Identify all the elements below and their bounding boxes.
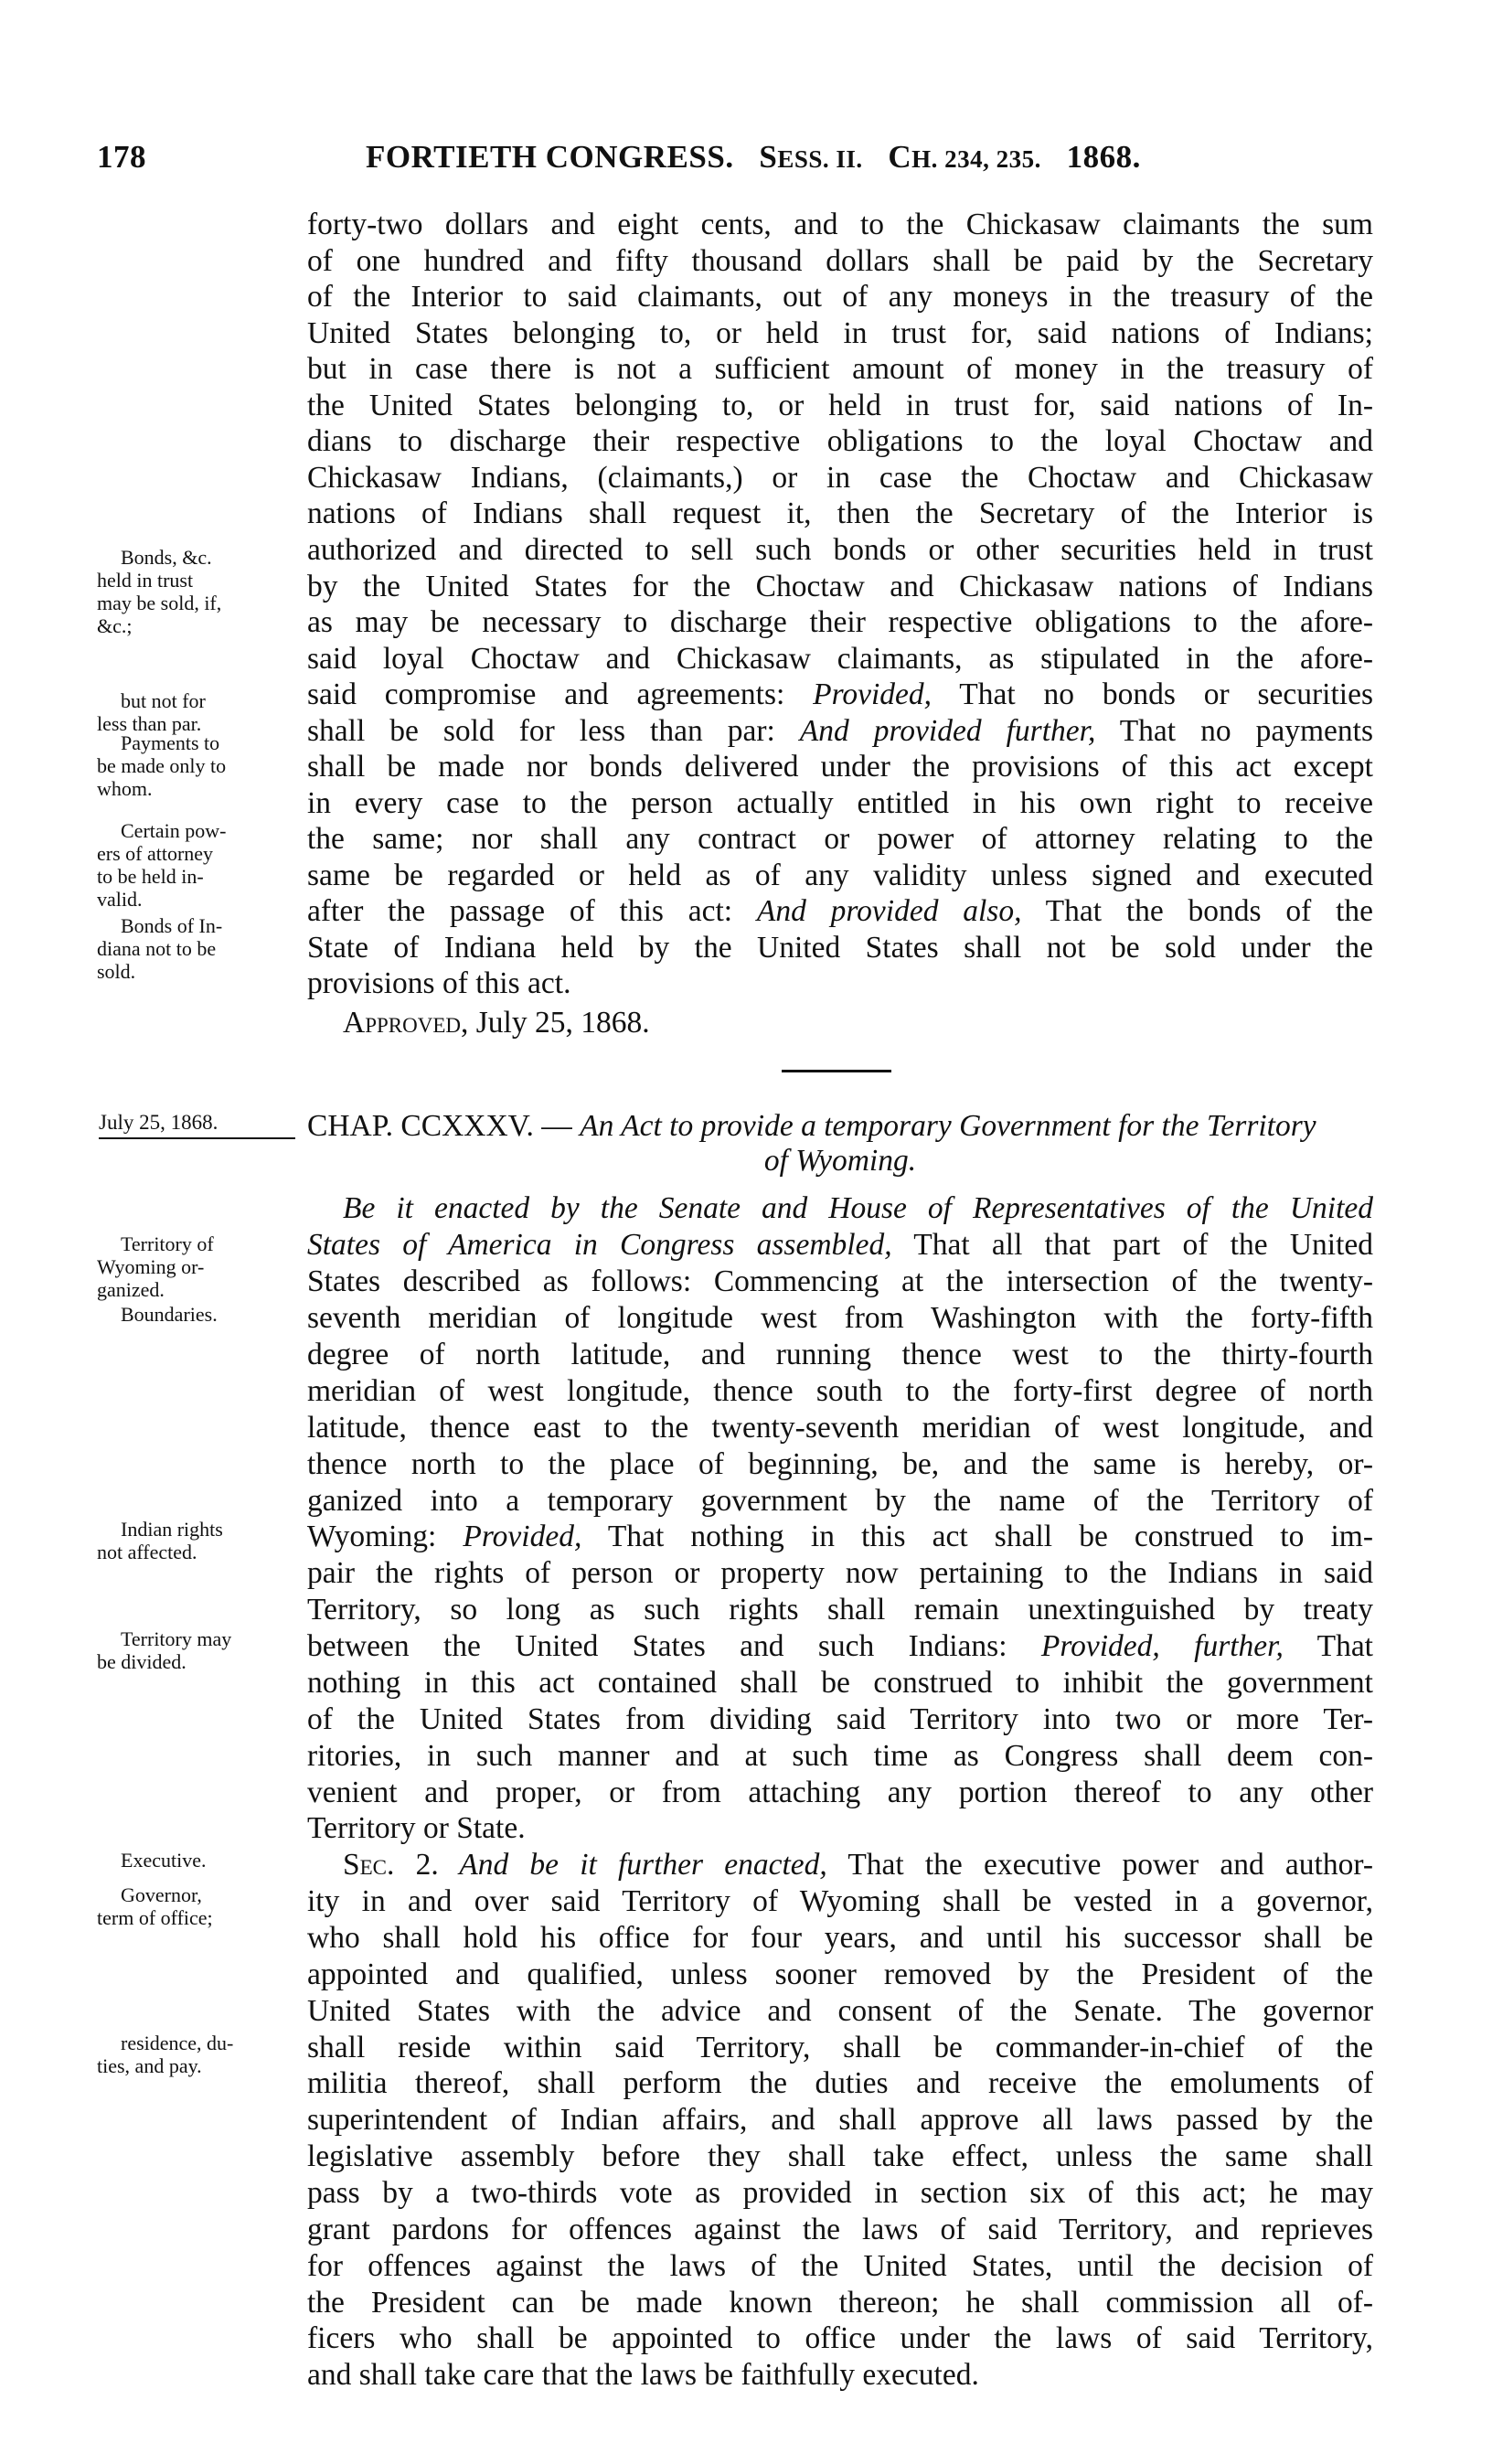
text-run: That the bonds of the	[1021, 894, 1373, 928]
margin-note-payments	[97, 731, 300, 800]
body-line: nations of Indians shall request it, then the Secretary of the Interior is	[307, 496, 1373, 530]
note-line: held in trust	[97, 569, 194, 592]
text-run: between the United States and such Indians:	[307, 1629, 1041, 1663]
body-line: as may be necessary to discharge their respective obligations to the afore-	[307, 605, 1373, 639]
text-run: That no bonds or securities	[932, 677, 1373, 711]
note-line: Payments to	[121, 731, 220, 754]
body-line: meridian of west longitude, thence south to the forty-first degree of north	[307, 1374, 1373, 1408]
text-run: Wyoming:	[307, 1520, 464, 1553]
proviso-italic: Provided, further,	[1040, 1629, 1284, 1663]
note-line: ers of attorney	[97, 842, 214, 865]
body-line: venient and proper, or from attaching any portion thereof to any other	[307, 1776, 1373, 1809]
body-line: ficers who shall be appointed to office under the laws of said Territory,	[307, 2321, 1373, 2355]
margin-note-residence-duties-pay	[97, 2032, 300, 2077]
body-line	[307, 1227, 1373, 1264]
enacting-italic: And be it further enacted,	[438, 1848, 827, 1882]
body-line: States described as follows: Commencing at the intersection of the twenty-	[307, 1264, 1373, 1298]
running-header	[366, 139, 1141, 176]
margin-note-territory-organized	[97, 1232, 300, 1301]
text-run: That all that part of the United	[891, 1228, 1373, 1262]
margin-note-indian-rights	[97, 1518, 300, 1563]
margin-note-boundaries	[97, 1303, 300, 1326]
body-line: of the United States from dividing said Territory into two or more Ter-	[307, 1702, 1373, 1736]
note-line: ties, and pay.	[97, 2054, 202, 2077]
act-title-line-2: of Wyoming.	[763, 1144, 917, 1178]
note-line: sold.	[97, 960, 136, 983]
chapter-separator-rule	[782, 1070, 891, 1072]
body-line: ritories, in such manner and at such time as Congress shall deem con-	[307, 1739, 1373, 1773]
note-line: less than par.	[97, 712, 202, 735]
text-run: That nothing in this act shall be construed to im-	[581, 1520, 1374, 1553]
note-line: ganized.	[97, 1278, 165, 1301]
header-year: 1868.	[1066, 139, 1141, 175]
page-number: 178	[97, 139, 146, 175]
approved-date: July 25, 1868.	[475, 1006, 650, 1040]
body-line	[307, 893, 1373, 930]
body-line	[307, 1519, 1373, 1555]
header-chapter	[888, 139, 1041, 175]
text-run: That the executive power and author-	[826, 1848, 1373, 1882]
note-line: term of office;	[97, 1906, 213, 1929]
body-line: for offences against the laws of the United States, until the decision of	[307, 2249, 1373, 2283]
header-session	[759, 139, 862, 175]
body-line: of one hundred and fifty thousand dollars shall be paid by the Secretary	[307, 244, 1373, 278]
margin-note-indiana-bonds	[97, 914, 300, 983]
text-run: That	[1283, 1629, 1373, 1663]
body-line: authorized and directed to sell such bonds or other securities held in trust	[307, 533, 1373, 567]
enacting-clause	[343, 1190, 1373, 1227]
proviso-italic: Provided,	[463, 1520, 582, 1553]
body-line: ganized into a temporary government by the name of the Territory of	[307, 1484, 1373, 1518]
act-title: An Act to provide a temporary Government for the Territory	[580, 1109, 1316, 1143]
body-line: the same; nor shall any contract or power of attorney relating to the	[307, 822, 1373, 856]
note-line: be made only to	[97, 754, 227, 777]
session-rest: ESS. II.	[777, 145, 863, 173]
proviso-italic: Provided,	[813, 677, 932, 711]
session-prefix: S	[759, 139, 778, 175]
body-line: latitude, thence east to the twenty-seventh meridian of west longitude, and	[307, 1411, 1373, 1445]
body-line: pass by a two-thirds vote as provided in section six of this act; he may	[307, 2176, 1373, 2210]
body-line	[307, 713, 1373, 750]
chapter-number: CHAP. CCXXXV.	[307, 1109, 534, 1143]
note-line: Bonds, &c.	[121, 546, 212, 569]
chapter-prefix: C	[888, 139, 912, 175]
proviso-italic: And provided further,	[799, 714, 1096, 748]
body-line: United States with the advice and consent of the Senate. The governor	[307, 1994, 1373, 2028]
body-line: forty-two dollars and eight cents, and to the Chickasaw claimants the sum	[307, 208, 1373, 241]
note-line: but not for	[121, 689, 206, 712]
body-line: in every case to the person actually entitled in his own right to receive	[307, 786, 1373, 820]
body-line: ity in and over said Territory of Wyoming shall be vested in a governor,	[307, 1884, 1373, 1918]
chapter-heading	[307, 1108, 1373, 1145]
chapter-rest: H. 234, 235.	[911, 145, 1041, 173]
approved-label: Approved,	[343, 1006, 469, 1040]
body-line: United States belonging to, or held in trust for, said nations of Indians;	[307, 316, 1373, 350]
body-line: by the United States for the Choctaw and Chickasaw nations of Indians	[307, 570, 1373, 603]
note-line: Territory may	[121, 1627, 232, 1650]
body-line: thence north to the place of beginning, be, and the same is hereby, or-	[307, 1447, 1373, 1481]
body-line	[307, 677, 1373, 713]
note-line: Governor,	[121, 1883, 202, 1906]
note-line: to be held in-	[97, 865, 204, 888]
margin-note-governor-term	[97, 1883, 300, 1929]
body-line: of the Interior to said claimants, out of any moneys in the treasury of the	[307, 280, 1373, 314]
body-line: legislative assembly before they shall take effect, unless the same shall	[307, 2139, 1373, 2173]
margin-note-powers-of-attorney	[97, 819, 300, 911]
body-line: pair the rights of person or property now pertaining to the Indians in said	[307, 1556, 1373, 1590]
note-line: be divided.	[97, 1650, 186, 1673]
body-line: dians to discharge their respective obligations to the loyal Choctaw and	[307, 424, 1373, 458]
note-line: Executive.	[121, 1849, 207, 1872]
note-line: valid.	[97, 888, 143, 911]
note-line: Boundaries.	[121, 1303, 218, 1326]
body-line: Territory, so long as such rights shall remain unextinguished by treaty	[307, 1593, 1373, 1627]
margin-note-not-less-than-par	[97, 689, 300, 735]
body-line: degree of north latitude, and running thence west to the thirty-fourth	[307, 1338, 1373, 1371]
note-line: diana not to be	[97, 937, 217, 960]
note-line: may be sold, if,	[97, 592, 222, 614]
body-line: superintendent of Indian affairs, and shall approve all laws passed by the	[307, 2103, 1373, 2137]
text-run: That no payments	[1095, 714, 1373, 748]
text-run: said compromise and agreements:	[307, 677, 814, 711]
body-line: appointed and qualified, unless sooner removed by the President of the	[307, 1957, 1373, 1991]
text-run: shall be sold for less than par:	[307, 714, 800, 748]
section-2-heading	[343, 1847, 1373, 1883]
note-line: whom.	[97, 777, 153, 800]
body-line: Territory or State.	[307, 1811, 526, 1845]
note-line: not affected.	[97, 1541, 197, 1563]
body-line: shall be made nor bonds delivered under the provisions of this act except	[307, 750, 1373, 784]
body-line: and shall take care that the laws be faithfully executed.	[307, 2358, 979, 2392]
enacting-italic: Be it enacted by the Senate and House of Representatives of the United	[343, 1191, 1373, 1225]
note-line: Certain pow-	[121, 819, 227, 842]
body-line: militia thereof, shall perform the duties and receive the emoluments of	[307, 2066, 1373, 2100]
margin-note-bonds-held-in-trust	[97, 546, 300, 637]
body-line: said loyal Choctaw and Chickasaw claimants, as stipulated in the afore-	[307, 642, 1373, 676]
body-line: grant pardons for offences against the laws of said Territory, and reprieves	[307, 2213, 1373, 2246]
body-line: same be regarded or held as of any validity unless signed and executed	[307, 859, 1373, 892]
note-line: Indian rights	[121, 1518, 223, 1541]
body-line: provisions of this act.	[307, 966, 571, 1000]
note-line: Territory of	[121, 1232, 214, 1255]
note-line: residence, du-	[121, 2032, 234, 2054]
header-congress: FORTIETH CONGRESS.	[366, 139, 734, 175]
body-line	[307, 1628, 1373, 1665]
enacting-italic: States of America in Congress assembled,	[307, 1228, 892, 1262]
body-line: State of Indiana held by the United States shall not be sold under the	[307, 931, 1373, 965]
dash: —	[533, 1109, 581, 1143]
note-line: Wyoming or-	[97, 1255, 205, 1278]
body-line: seventh meridian of longitude west from Washington with the forty-fifth	[307, 1301, 1373, 1335]
approved-line	[343, 1005, 1373, 1041]
act-title-cont	[307, 1143, 1373, 1179]
body-line: but in case there is not a sufficient amount of money in the treasury of	[307, 352, 1373, 386]
body-line: the United States belonging to, or held in trust for, said nations of In-	[307, 389, 1373, 422]
text-run: after the passage of this act:	[307, 894, 757, 928]
margin-note-territory-divided	[97, 1627, 300, 1673]
margin-note-executive	[97, 1849, 300, 1872]
section-label: Sec. 2.	[343, 1848, 439, 1882]
body-line: who shall hold his office for four years, and until his successor shall be	[307, 1921, 1373, 1955]
body-line: shall reside within said Territory, shall be commander-in-chief of the	[307, 2031, 1373, 2064]
body-line: Chickasaw Indians, (claimants,) or in case the Choctaw and Chickasaw	[307, 461, 1373, 495]
body-line: the President can be made known thereon; he shall commission all of-	[307, 2286, 1373, 2320]
margin-date: July 25, 1868.	[99, 1110, 295, 1139]
note-line: Bonds of In-	[121, 914, 223, 937]
body-line: nothing in this act contained shall be construed to inhibit the government	[307, 1666, 1373, 1700]
note-line: &c.;	[97, 614, 133, 637]
proviso-italic: And provided also,	[756, 894, 1022, 928]
